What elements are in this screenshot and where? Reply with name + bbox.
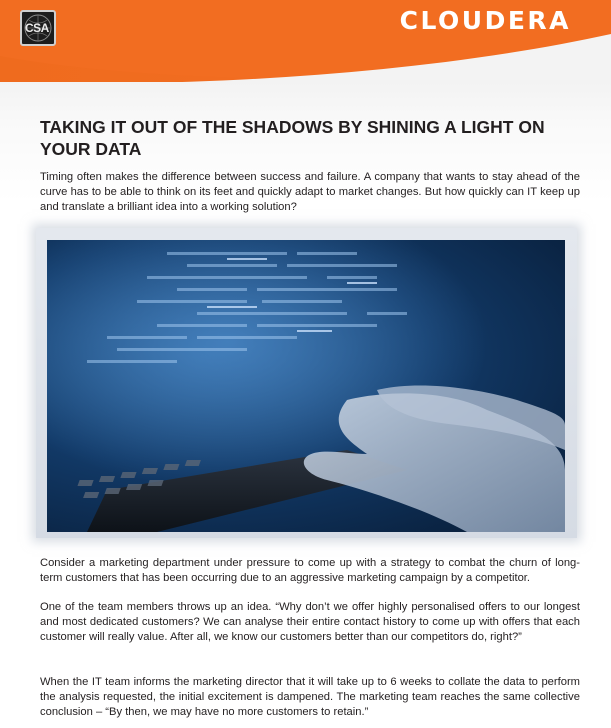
csa-logo — [20, 10, 56, 46]
article-title: TAKING IT OUT OF THE SHADOWS BY SHINING A LIGHT ON YOUR DATA — [40, 117, 545, 159]
paragraph-it-team: When the IT team informs the marketing director that it will take up to 6 weeks to collate the data to perform the analysis requested, the initial excitement is dampened. The marketing team reaches the same collective conclusion – “By then, we may have no more customers to retain.” — [40, 676, 580, 718]
paragraph-team-idea: One of the team members throws up an idea. “Why don’t we offer highly personalised offers to our longest and most dedicated customers? We can analyse their entire contact history to come up with offers that each customer will really value. After all, we know our customers better than our competitors do, right?” — [40, 601, 580, 643]
paragraph-marketing-department: Consider a marketing department under pressure to come up with a strategy to combat the churn of long-term customers that has been occurring due to an aggressive marketing campaign by a competitor. — [40, 557, 580, 584]
hands-typing-keyboard-photo — [47, 240, 565, 532]
intro-paragraph: Timing often makes the difference between success and failure. A company that wants to stay ahead of the curve has to be able to think on its feet and quickly adapt to market changes. But how quickly can IT keep up and translate a brilliant idea into a working solution? — [40, 171, 580, 213]
csa-logo-text: CSA — [25, 21, 49, 35]
cloudera-logo: CLOUDERA — [399, 6, 571, 35]
